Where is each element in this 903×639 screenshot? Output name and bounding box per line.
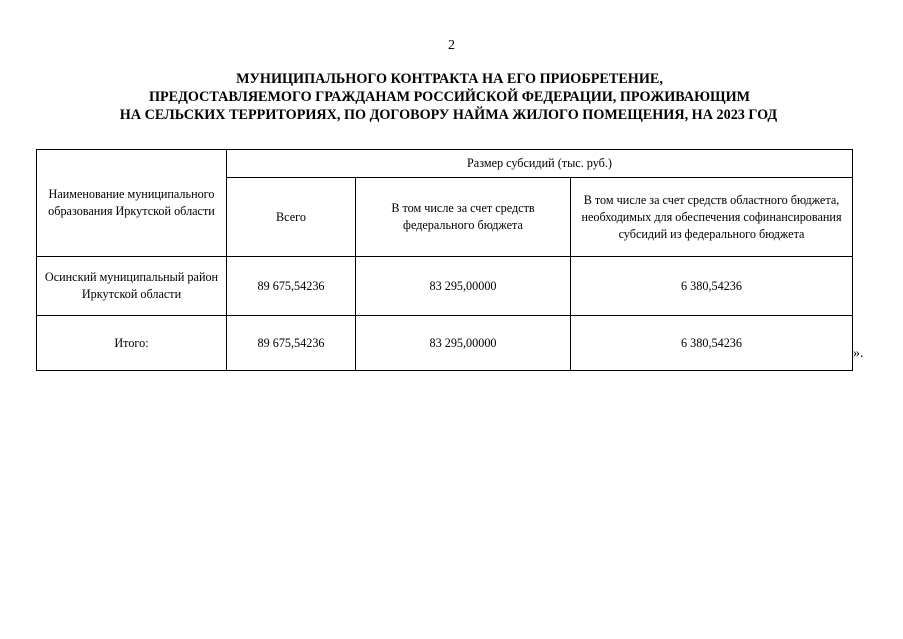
heading-line-1: МУНИЦИПАЛЬНОГО КОНТРАКТА НА ЕГО ПРИОБРЕТЕНИЕ, — [236, 71, 663, 87]
header-federal: В том числе за счет средств федерального бюджета — [356, 178, 571, 257]
cell-federal: 83 295,00000 — [356, 257, 571, 316]
totals-regional: 6 380,54236 — [571, 316, 853, 371]
closing-quote-mark: ». — [853, 346, 864, 361]
cell-total: 89 675,54236 — [227, 257, 356, 316]
totals-label: Итого: — [37, 316, 227, 371]
totals-row — [37, 316, 853, 371]
header-subsidy-group: Размер субсидий (тыс. руб.) — [227, 150, 853, 178]
table-header-row — [37, 150, 853, 178]
header-total: Всего — [227, 178, 356, 257]
heading-line-2: ПРЕДОСТАВЛЯЕМОГО ГРАЖДАНАМ РОССИЙСКОЙ ФЕДЕРАЦИИ, ПРОЖИВАЮЩИМ — [148, 89, 751, 105]
subsidy-table — [36, 149, 853, 371]
heading-line-3: НА СЕЛЬСКИХ ТЕРРИТОРИЯХ, ПО ДОГОВОРУ НАЙМА ЖИЛОГО ПОМЕЩЕНИЯ, НА 2023 ГОД — [119, 107, 778, 123]
cell-regional: 6 380,54236 — [571, 257, 853, 316]
header-regional: В том числе за счет средств областного бюджета, необходимых для обеспечения софинансирования субсидий из федерального бюджета — [571, 178, 853, 257]
page-number: 2 — [448, 38, 455, 53]
totals-total: 89 675,54236 — [227, 316, 356, 371]
table-row — [37, 257, 853, 316]
totals-federal: 83 295,00000 — [356, 316, 571, 371]
header-name-column: Наименование муниципального образования Иркутской области — [37, 150, 227, 257]
document-heading — [0, 70, 903, 124]
cell-municipality-name: Осинский муниципальный район Иркутской области — [37, 257, 227, 316]
